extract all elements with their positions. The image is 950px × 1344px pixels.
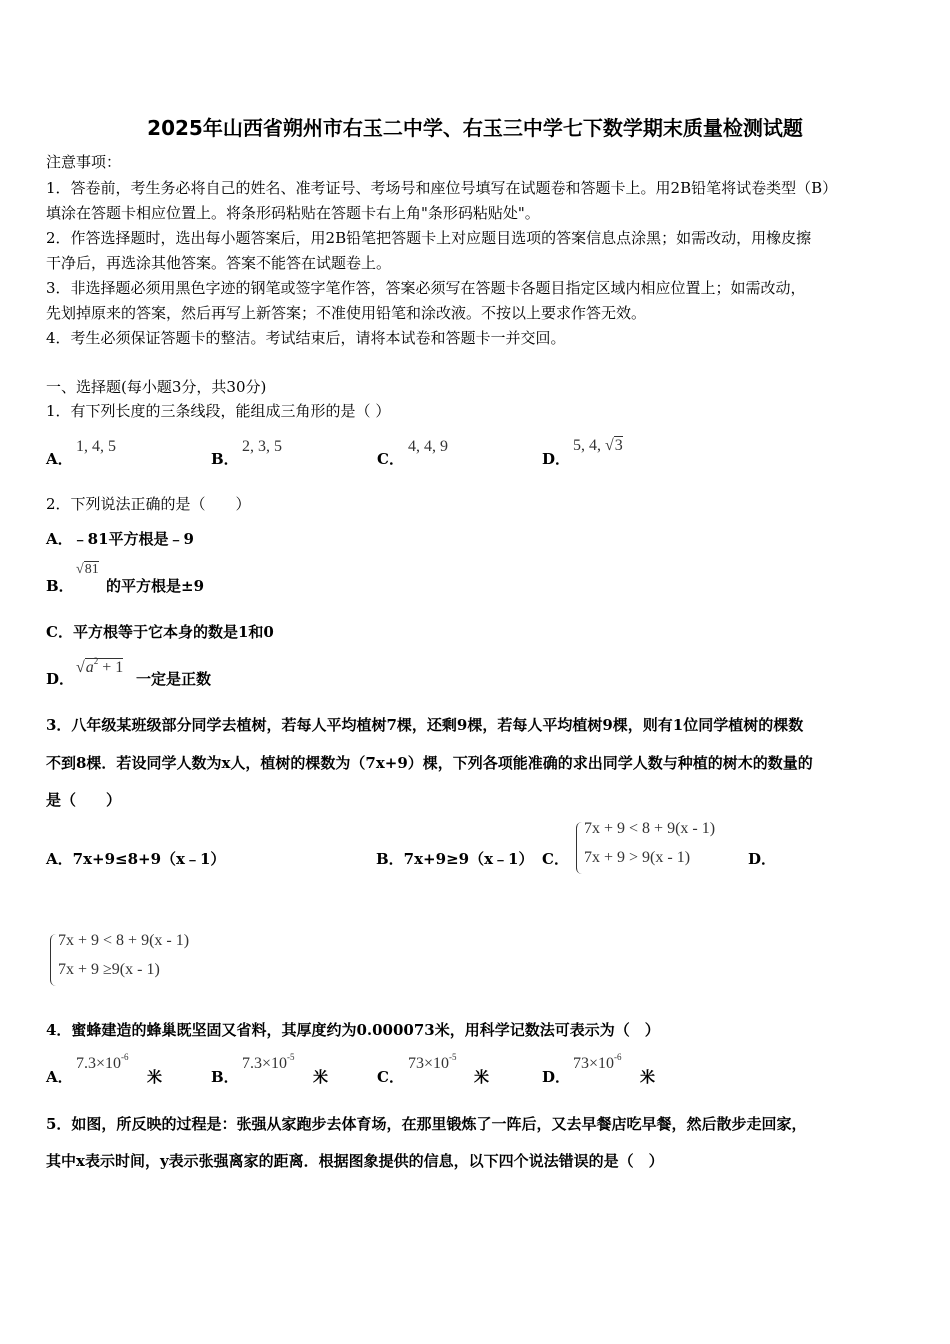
q2-option-b-label: B． xyxy=(46,577,74,595)
q4-option-b-base: 7.3×10 xyxy=(242,1055,288,1072)
q1-option-a-value: 1, 4, 5 xyxy=(76,438,116,455)
q4-option-c-value xyxy=(408,1052,457,1073)
question-3-stem-line: 3．八年级某班级部分同学去植树，若每人平均植树7棵，还剩9棵，若每人平均植树9棵，则有1位同学植树的棵数 xyxy=(46,716,804,734)
q2-option-c: C．平方根等于它本身的数是1和0 xyxy=(46,623,274,641)
sqrt-icon: √ xyxy=(76,659,85,676)
q4-option-a-base: 7.3×10 xyxy=(76,1055,122,1072)
question-3-stem-line: 不到8棵．若设同学人数为x人，植树的棵数为（7x+9）棵，下列各项能准确的求出同学人数与种植的树木的数量的 xyxy=(46,754,813,772)
notice-line: 干净后，再选涂其他答案。答案不能答在试题卷上。 xyxy=(46,254,392,272)
q2-option-d-rest: + 1 xyxy=(98,659,124,676)
q3-option-c-system xyxy=(576,820,746,876)
q1-option-b-value: 2, 3, 5 xyxy=(242,438,282,455)
question-5-stem-line: 其中x表示时间，y表示张强离家的距离．根据图象提供的信息，以下四个说法错误的是（ ） xyxy=(46,1152,664,1170)
notice-line: 2．作答选择题时，选出每小题答案后，用2B铅笔把答题卡上对应题目选项的答案信息点涂黑；如需改动，用橡皮擦 xyxy=(46,229,812,247)
q4-option-d-exp: -6 xyxy=(614,1052,622,1062)
page-title: 2025年山西省朔州市右玉二中学、右玉三中学七下数学期末质量检测试题 xyxy=(147,116,803,140)
brace-icon xyxy=(576,822,583,874)
q4-option-d-unit: 米 xyxy=(640,1068,656,1086)
q3-option-a: A．7x+9≤8+9（x﹣1） xyxy=(46,850,226,868)
q4-option-d-base: 73×10 xyxy=(573,1055,615,1072)
notice-line: 3．非选择题必须用黑色字迹的钢笔或签字笔作答，答案必须写在答题卡各题目指定区域内相应位置上；如需改动， xyxy=(46,279,806,297)
q2-option-b-sqrt xyxy=(76,562,99,578)
notice-line: 4．考生必须保证答题卡的整洁。考试结束后，请将本试卷和答题卡一并交回。 xyxy=(46,329,566,347)
q2-option-a: A．﹣81平方根是﹣9 xyxy=(46,530,194,548)
q4-option-b-exp: -5 xyxy=(287,1052,295,1062)
question-1-stem: 1．有下列长度的三条线段，能组成三角形的是（ ） xyxy=(46,402,391,420)
question-2-stem: 2．下列说法正确的是（ ） xyxy=(46,495,251,513)
q2-option-d-text: 一定是正数 xyxy=(136,670,212,688)
q4-option-a-unit: 米 xyxy=(147,1068,163,1086)
q2-option-b-text: 的平方根是±9 xyxy=(106,577,205,595)
q4-option-b-label: B． xyxy=(211,1068,239,1086)
question-4-stem: 4．蜜蜂建造的蜂巢既坚固又省料，其厚度约为0.000073米，用科学记数法可表示为（ ） xyxy=(46,1021,660,1039)
q2-option-d-sqrt xyxy=(76,656,124,677)
notice-heading: 注意事项： xyxy=(46,153,122,171)
q2-option-d-base: a xyxy=(85,659,94,676)
q1-option-c-value: 4, 4, 9 xyxy=(408,438,448,455)
q3-option-b: B．7x+9≥9（x﹣1） xyxy=(376,850,534,868)
q1-option-a-label: A． xyxy=(46,450,73,468)
q1-option-b-label: B． xyxy=(211,450,239,468)
q3-option-d-label: D． xyxy=(748,850,777,868)
notice-line: 1．答卷前，考生务必将自己的姓名、准考证号、考场号和座位号填写在试题卷和答题卡上。用2B铅笔将试卷类型（B） xyxy=(46,179,838,197)
notice-line: 填涂在答题卡相应位置上。将条形码粘贴在答题卡右上角"条形码粘贴处"。 xyxy=(46,204,540,222)
q1-option-d-value xyxy=(573,437,623,455)
q2-option-d-label: D． xyxy=(46,670,75,688)
q1-option-d-radicand: 3 xyxy=(614,437,623,454)
question-3-stem-line: 是（ ） xyxy=(46,791,122,809)
q4-option-c-base: 73×10 xyxy=(408,1055,450,1072)
q3-option-d-eq1: 7x + 9 < 8 + 9(x - 1) xyxy=(58,932,190,949)
q1-option-c-label: C． xyxy=(377,450,404,468)
q3-option-c-eq1: 7x + 9 < 8 + 9(x - 1) xyxy=(584,820,716,837)
sqrt-icon: √ xyxy=(76,562,84,577)
q4-option-c-exp: -5 xyxy=(449,1052,457,1062)
q4-option-a-value xyxy=(76,1052,129,1073)
q2-option-d-exp: 2 xyxy=(93,656,99,666)
q4-option-b-value xyxy=(242,1052,295,1073)
q3-option-c-label: C． xyxy=(542,850,569,868)
q1-option-d-label: D． xyxy=(542,450,571,468)
notice-line: 先划掉原来的答案，然后再写上新答案；不准使用铅笔和涂改液。不按以上要求作答无效。 xyxy=(46,304,647,322)
sqrt-icon: √ xyxy=(605,437,614,454)
q4-option-a-label: A． xyxy=(46,1068,73,1086)
q4-option-a-exp: -6 xyxy=(121,1052,129,1062)
q4-option-d-label: D． xyxy=(542,1068,571,1086)
q3-option-c-eq2: 7x + 9 > 9(x - 1) xyxy=(584,849,691,866)
q4-option-c-label: C． xyxy=(377,1068,404,1086)
q3-option-d-eq2: 7x + 9 ≥9(x - 1) xyxy=(58,961,160,978)
q1-option-d-prefix: 5, 4, xyxy=(573,437,605,454)
q4-option-b-unit: 米 xyxy=(313,1068,329,1086)
section-heading: 一、选择题(每小题3分，共30分) xyxy=(46,378,267,396)
q4-option-c-unit: 米 xyxy=(474,1068,490,1086)
question-5-stem-line: 5．如图，所反映的过程是：张强从家跑步去体育场，在那里锻炼了一阵后，又去早餐店吃早餐，然后散步走回家， xyxy=(46,1115,807,1133)
q2-option-b-radicand: 81 xyxy=(84,562,99,577)
q3-option-d-system xyxy=(50,932,220,988)
q4-option-d-value xyxy=(573,1052,622,1073)
brace-icon xyxy=(50,934,57,986)
